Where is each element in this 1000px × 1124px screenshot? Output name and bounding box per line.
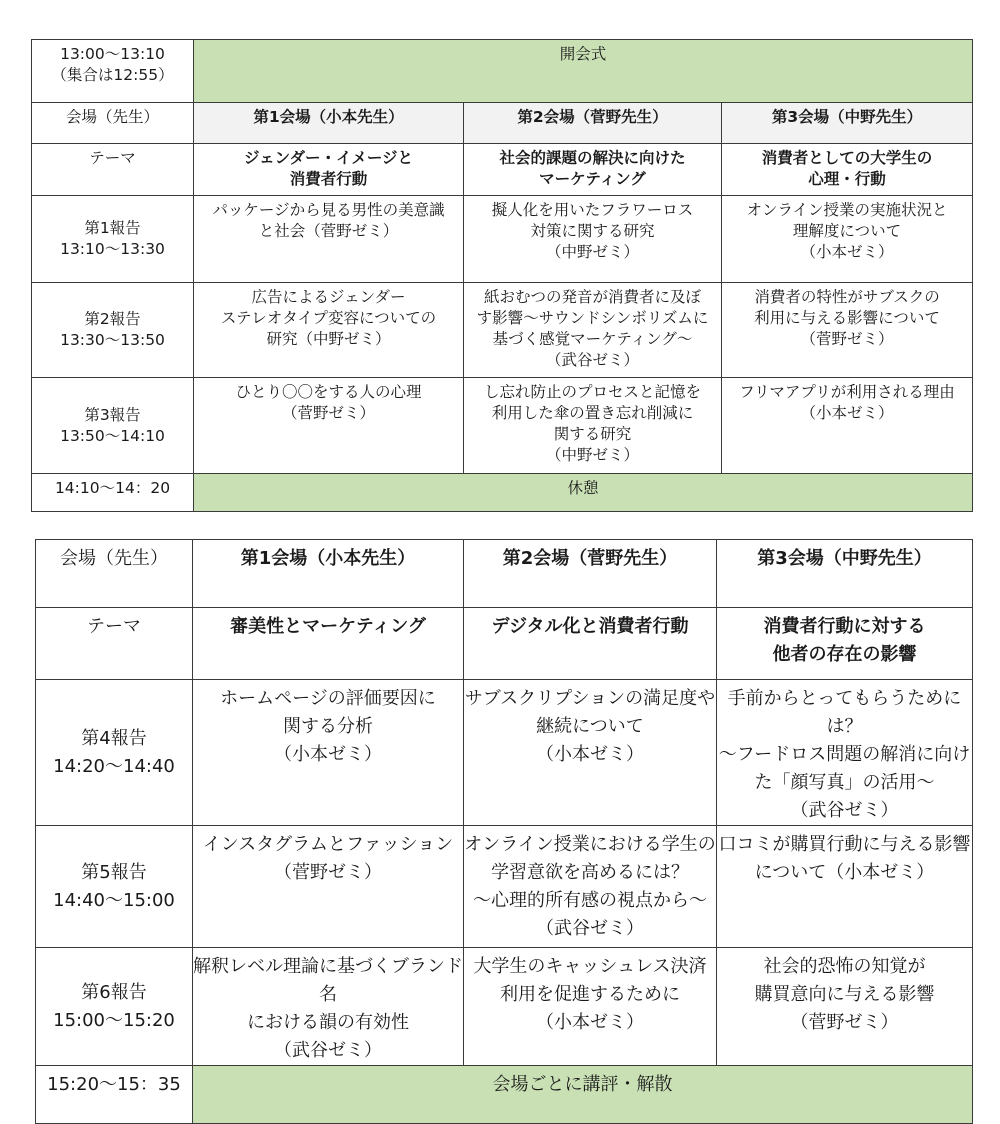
venue-1: 第1会場（小本先生） xyxy=(193,540,464,608)
report-row xyxy=(32,378,973,474)
report-cell: し忘れ防止のプロセスと記憶を 利用した傘の置き忘れ削減に 関する研究 （中野ゼミ） xyxy=(464,378,722,474)
report-cell: ひとり〇〇をする人の心理 （菅野ゼミ） xyxy=(194,378,464,474)
opening-ceremony: 開会式 xyxy=(194,40,973,103)
report-cell: パッケージから見る男性の美意識 と社会（菅野ゼミ） xyxy=(194,196,464,283)
report-label: 第6報告 15:00～15:20 xyxy=(36,948,193,1066)
theme-label: テーマ xyxy=(32,144,194,196)
report-label: 第4報告 14:20～14:40 xyxy=(36,680,193,826)
venue-header-row xyxy=(36,540,973,608)
theme-row xyxy=(36,608,973,680)
report-cell: 社会的恐怖の知覚が 購買意向に与える影響 （菅野ゼミ） xyxy=(717,948,973,1066)
venue-label: 会場（先生） xyxy=(32,103,194,144)
closing-row xyxy=(36,1066,973,1124)
report-cell: オンライン授業の実施状況と 理解度について （小本ゼミ） xyxy=(722,196,973,283)
report-label: 第3報告 13:50～14:10 xyxy=(32,378,194,474)
report-row xyxy=(36,826,973,948)
theme-label: テーマ xyxy=(36,608,193,680)
report-cell: 擬人化を用いたフラワーロス 対策に関する研究 （中野ゼミ） xyxy=(464,196,722,283)
report-cell: 解釈レベル理論に基づくブランド名 における韻の有効性 （武谷ゼミ） xyxy=(193,948,464,1066)
report-cell: インスタグラムとファッション （菅野ゼミ） xyxy=(193,826,464,948)
schedule-table-1 xyxy=(31,39,973,512)
report-label: 第5報告 14:40～15:00 xyxy=(36,826,193,948)
report-cell: 手前からとってもらうためには？ ～フードロス問題の解消に向け た「顔写真」の活用～ （武谷ゼミ） xyxy=(717,680,973,826)
report-cell: オンライン授業における学生の 学習意欲を高めるには？ ～心理的所有感の視点から～ （武谷ゼミ） xyxy=(464,826,717,948)
report-cell: 広告によるジェンダー ステレオタイプ変容についての 研究（中野ゼミ） xyxy=(194,283,464,378)
closing-time: 15:20～15：35 xyxy=(36,1066,193,1124)
theme-3: 消費者としての大学生の 心理・行動 xyxy=(722,144,973,196)
theme-3: 消費者行動に対する 他者の存在の影響 xyxy=(717,608,973,680)
report-cell: 紙おむつの発音が消費者に及ぼ す影響～サウンドシンボリズムに 基づく感覚マーケティング～ （武谷ゼミ） xyxy=(464,283,722,378)
theme-1: 審美性とマーケティング xyxy=(193,608,464,680)
report-row xyxy=(36,948,973,1066)
report-cell: ホームページの評価要因に 関する分析 （小本ゼミ） xyxy=(193,680,464,826)
theme-2: デジタル化と消費者行動 xyxy=(464,608,717,680)
theme-2: 社会的課題の解決に向けた マーケティング xyxy=(464,144,722,196)
report-cell: 口コミが購買行動に与える影響 について（小本ゼミ） xyxy=(717,826,973,948)
theme-1: ジェンダー・イメージと 消費者行動 xyxy=(194,144,464,196)
closing-label: 会場ごとに講評・解散 xyxy=(193,1066,973,1124)
venue-2: 第2会場（菅野先生） xyxy=(464,103,722,144)
venue-header-row xyxy=(32,103,973,144)
venue-1: 第1会場（小本先生） xyxy=(194,103,464,144)
report-label: 第2報告 13:30～13:50 xyxy=(32,283,194,378)
report-row xyxy=(32,283,973,378)
break-time: 14:10～14：20 xyxy=(32,474,194,512)
venue-2: 第2会場（菅野先生） xyxy=(464,540,717,608)
report-cell: 大学生のキャッシュレス決済 利用を促進するために （小本ゼミ） xyxy=(464,948,717,1066)
venue-3: 第3会場（中野先生） xyxy=(722,103,973,144)
schedule-table-2 xyxy=(35,539,973,1124)
report-row xyxy=(32,196,973,283)
report-cell: フリマアプリが利用される理由 （小本ゼミ） xyxy=(722,378,973,474)
report-row xyxy=(36,680,973,826)
report-label: 第1報告 13:10～13:30 xyxy=(32,196,194,283)
report-cell: 消費者の特性がサブスクの 利用に与える影響について （菅野ゼミ） xyxy=(722,283,973,378)
opening-time: 13:00～13:10 （集合は12:55） xyxy=(32,40,194,103)
venue-label: 会場（先生） xyxy=(36,540,193,608)
venue-3: 第3会場（中野先生） xyxy=(717,540,973,608)
break-label: 休憩 xyxy=(194,474,973,512)
theme-row xyxy=(32,144,973,196)
break-row xyxy=(32,474,973,512)
report-cell: サブスクリプションの満足度や 継続について （小本ゼミ） xyxy=(464,680,717,826)
opening-row xyxy=(32,40,973,103)
